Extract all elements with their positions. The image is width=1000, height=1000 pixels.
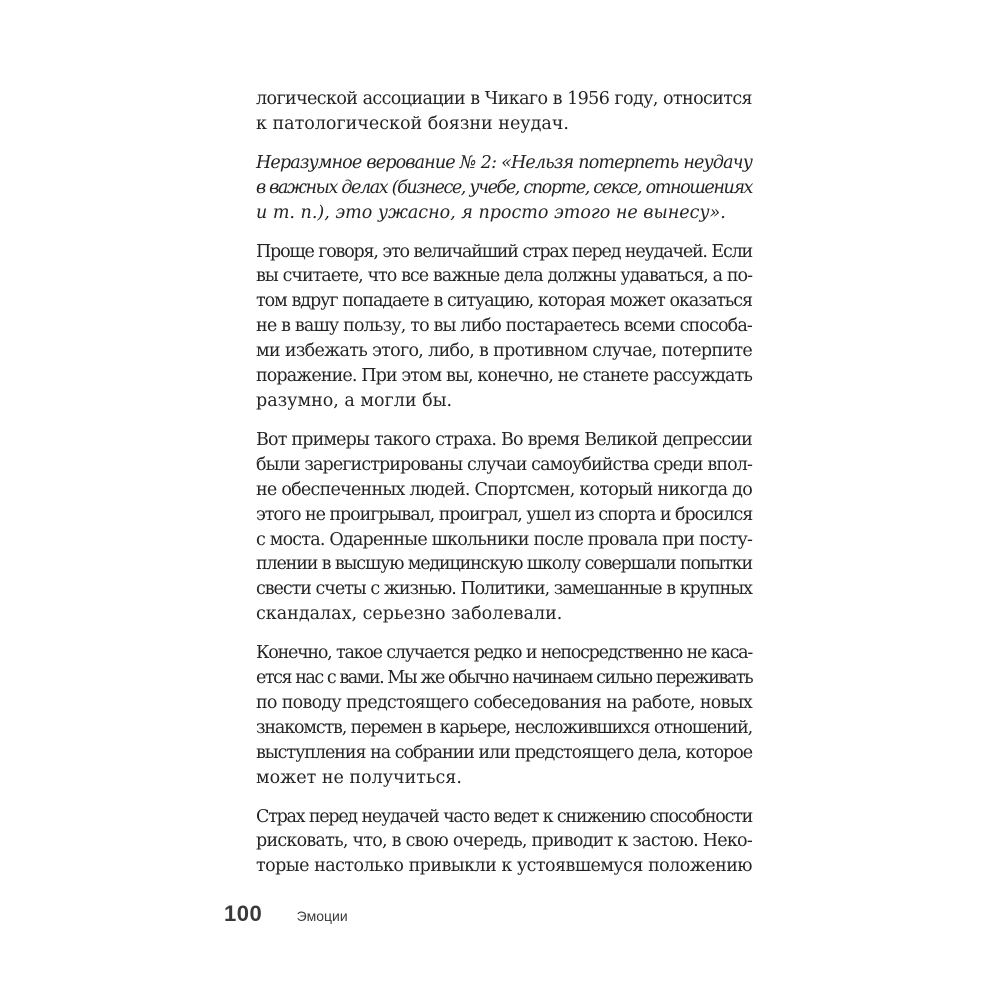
text-line: не в вашу пользу, то вы либо постараетесь всеми способа- bbox=[256, 316, 752, 337]
text-line: поражение. При этом вы, конечно, не станете рассуждать bbox=[256, 366, 752, 387]
text-line: Страх перед неудачей часто ведет к снижению способности bbox=[256, 806, 752, 827]
text-line: вы считаете, что все важные дела должны удаваться, а по- bbox=[256, 266, 752, 287]
page-number: 100 bbox=[224, 901, 263, 926]
text-line: знакомств, перемен в карьере, несложившихся отношений, bbox=[256, 717, 752, 738]
text-line: и т. п.), это ужасно, я просто этого не вынесу». bbox=[256, 202, 726, 223]
text-line: логической ассоциации в Чикаго в 1956 году, относится bbox=[256, 89, 752, 109]
body-paragraph bbox=[256, 87, 752, 137]
page-footer bbox=[224, 901, 348, 927]
page-body bbox=[256, 87, 752, 879]
text-line: может не получиться. bbox=[256, 767, 462, 788]
text-line: Неразумное верование № 2: «Нельзя потерпеть неудачу bbox=[256, 152, 752, 173]
text-line: рисковать, что, в свою очередь, приводит к застою. Неко- bbox=[256, 831, 752, 852]
running-head: Эмоции bbox=[296, 908, 348, 924]
text-line: Конечно, такое случается редко и непосредственно не каса- bbox=[256, 643, 752, 664]
text-line: скандалах, серьезно заболевали. bbox=[256, 604, 563, 625]
text-line: этого не проигрывал, проиграл, ушел из спорта и бросился bbox=[256, 504, 753, 525]
text-line: были зарегистрированы случаи самоубийства среди впол- bbox=[256, 454, 752, 475]
body-paragraph bbox=[256, 805, 752, 880]
body-paragraph bbox=[256, 428, 752, 627]
italic-quote-paragraph bbox=[256, 151, 752, 226]
text-line: том вдруг попадаете в ситуацию, которая может оказаться bbox=[256, 291, 752, 312]
text-line: по поводу предстоящего собеседования на работе, новых bbox=[256, 692, 752, 713]
text-line: торые настолько привыкли к устоявшемуся положению bbox=[256, 856, 752, 877]
text-line: с моста. Одаренные школьники после провала при посту- bbox=[256, 529, 753, 550]
text-line: выступления на собрании или предстоящего дела, которое bbox=[256, 742, 752, 763]
text-line: к патологической боязни неудач. bbox=[256, 113, 569, 134]
text-line: в важных делах (бизнесе, учебе, спорте, сексе, отношениях bbox=[256, 177, 752, 198]
text-line: разумно, а могли бы. bbox=[256, 390, 453, 411]
text-line: ми избежать этого, либо, в противном случае, потерпите bbox=[256, 341, 752, 362]
text-line: Проще говоря, это величайший страх перед неудачей. Если bbox=[256, 241, 752, 262]
text-line: плении в высшую медицинскую школу совершали попытки bbox=[256, 554, 752, 575]
body-paragraph bbox=[256, 641, 752, 790]
text-line: свести счеты с жизнью. Политики, замешанные в крупных bbox=[256, 579, 752, 600]
body-paragraph bbox=[256, 240, 752, 414]
text-line: ется нас с вами. Мы же обычно начинаем сильно переживать bbox=[256, 668, 753, 689]
text-line: не обеспеченных людей. Спортсмен, который никогда до bbox=[256, 479, 752, 500]
text-line: Вот примеры такого страха. Во время Великой депрессии bbox=[256, 429, 752, 450]
